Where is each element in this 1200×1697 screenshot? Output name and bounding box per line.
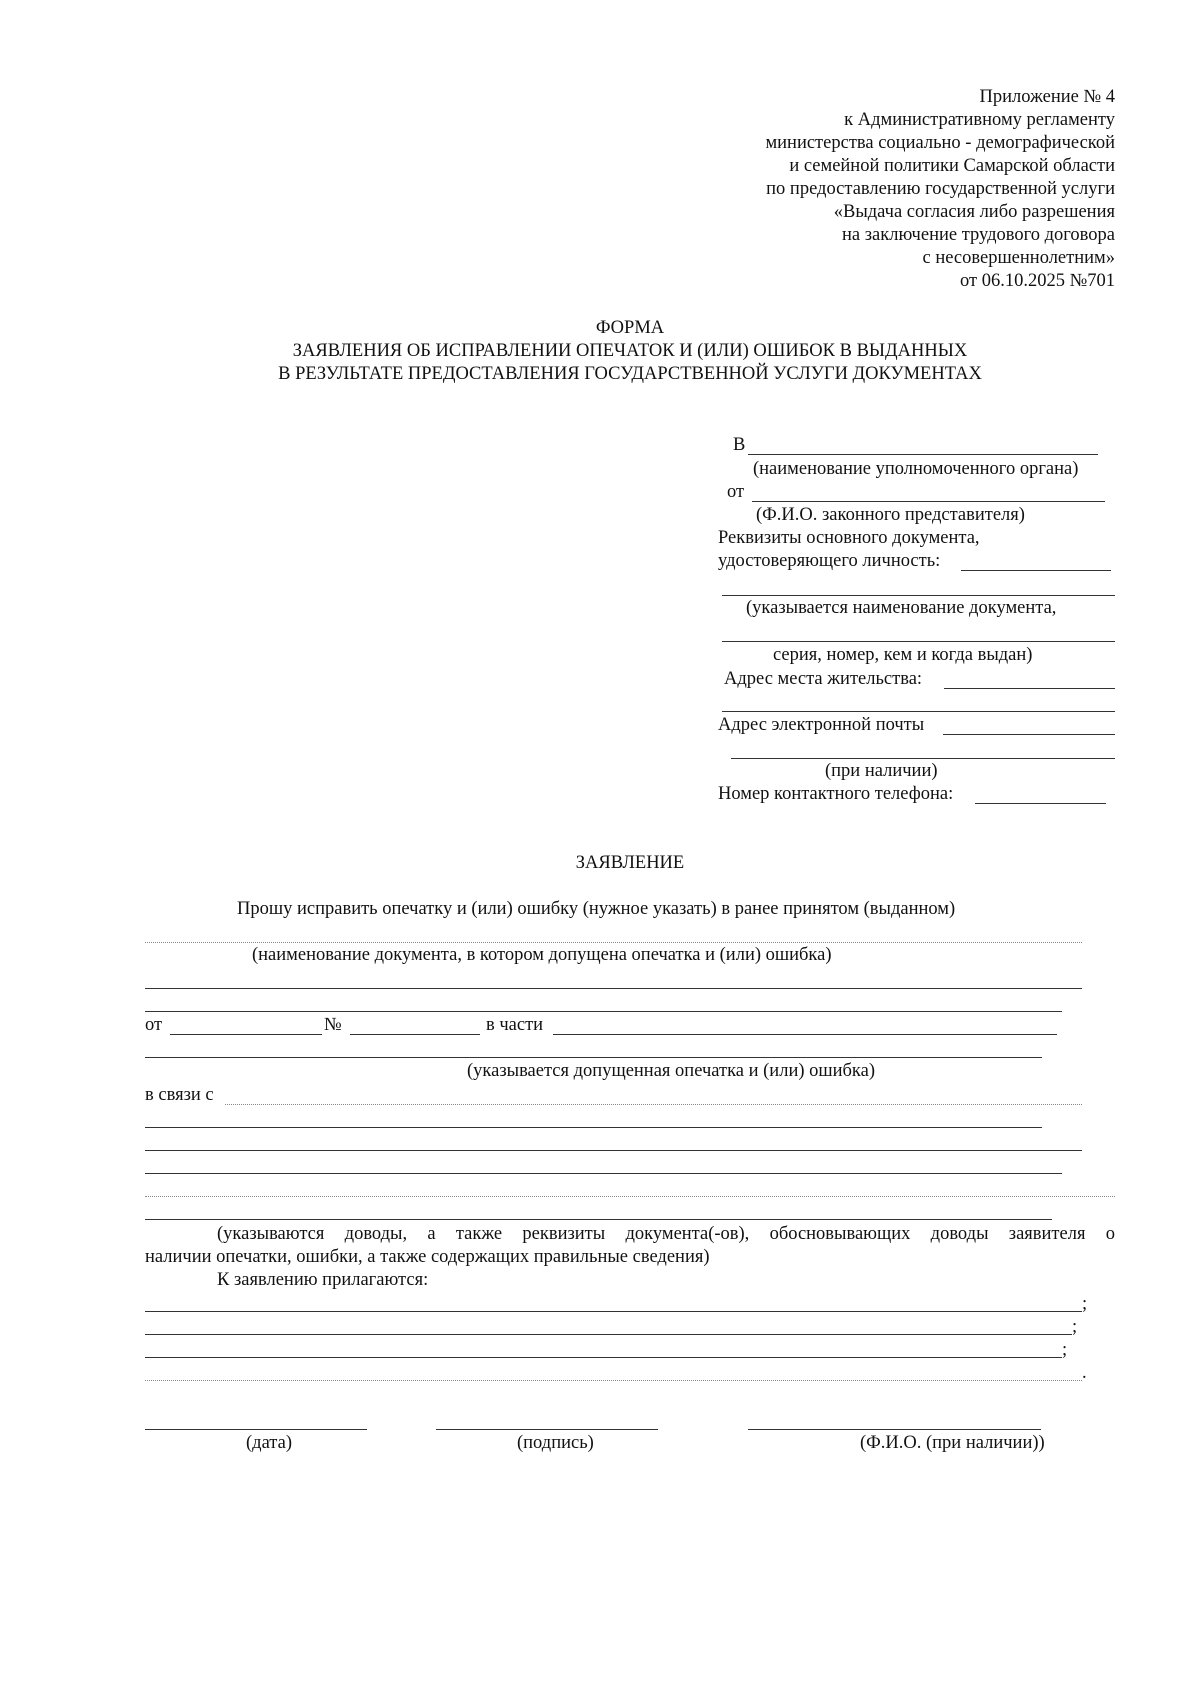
signature-field[interactable]	[436, 1429, 658, 1430]
phone-field[interactable]	[975, 803, 1106, 804]
error-part-field[interactable]	[553, 1034, 1057, 1035]
reason-field-6[interactable]	[145, 1219, 1052, 1220]
document-date-field[interactable]	[170, 1034, 322, 1035]
id-document-field-2[interactable]	[722, 595, 1115, 596]
attachment-punct-4: .	[1082, 1363, 1087, 1383]
document-name-field-3[interactable]	[145, 1011, 1062, 1012]
attachment-punct-3: ;	[1062, 1340, 1068, 1360]
id-document-field-3[interactable]	[722, 641, 1115, 642]
email-caption: (при наличии)	[825, 761, 938, 781]
date-field[interactable]	[145, 1429, 367, 1430]
email-label: Адрес электронной почты	[718, 715, 925, 735]
attachment-field-2[interactable]	[145, 1334, 1072, 1335]
date-caption: (дата)	[246, 1433, 292, 1453]
from-prefix: от	[727, 482, 745, 502]
id-document-label-2: удостоверяющего личность:	[718, 551, 941, 571]
reason-field-3[interactable]	[145, 1150, 1082, 1151]
email-field-2[interactable]	[731, 758, 1115, 759]
appendix-line-6: «Выдача согласия либо разрешения	[833, 202, 1115, 222]
attachment-field-4[interactable]	[145, 1380, 1082, 1381]
name-caption: (Ф.И.О. (при наличии))	[860, 1433, 1045, 1453]
attachment-punct-1: ;	[1082, 1294, 1088, 1314]
form-title-line-3: В РЕЗУЛЬТАТЕ ПРЕДОСТАВЛЕНИЯ ГОСУДАРСТВЕННОЙ УСЛУГИ ДОКУМЕНТАХ	[278, 364, 982, 384]
signature-caption: (подпись)	[517, 1433, 594, 1453]
reason-field-4[interactable]	[145, 1173, 1062, 1174]
statement-heading: ЗАЯВЛЕНИЕ	[575, 853, 685, 873]
reason-field-2[interactable]	[145, 1127, 1042, 1128]
to-authority-field[interactable]	[748, 454, 1098, 455]
appendix-line-4: и семейной политики Самарской области	[789, 156, 1115, 176]
document-number-field[interactable]	[350, 1034, 480, 1035]
error-caption: (указывается допущенная опечатка и (или) ошибка)	[467, 1061, 876, 1081]
from-representative-field[interactable]	[752, 501, 1105, 502]
reason-field-5[interactable]	[145, 1196, 1115, 1197]
attachment-field-1[interactable]	[145, 1311, 1082, 1312]
address-field-2[interactable]	[722, 711, 1115, 712]
request-text: Прошу исправить опечатку и (или) ошибку (нужное указать) в ранее принятом (выданном)	[237, 899, 956, 919]
number-label: №	[324, 1015, 342, 1035]
error-part-field-2[interactable]	[145, 1057, 1042, 1058]
reason-field[interactable]	[225, 1104, 1082, 1105]
appendix-line-1: Приложение № 4	[979, 87, 1115, 107]
part-label: в части	[486, 1015, 544, 1035]
appendix-line-2: к Административному регламенту	[844, 110, 1115, 130]
form-title-line-1: ФОРМА	[595, 318, 665, 338]
from-date-label: от	[145, 1015, 163, 1035]
id-document-caption-1: (указывается наименование документа,	[746, 598, 1057, 618]
name-field[interactable]	[748, 1429, 1041, 1430]
document-name-caption: (наименование документа, в котором допущена опечатка и (или) ошибка)	[252, 945, 832, 965]
appendix-line-3: министерства социально - демографической	[765, 133, 1115, 153]
document-name-field-2[interactable]	[145, 988, 1082, 989]
form-title-line-2: ЗАЯВЛЕНИЯ ОБ ИСПРАВЛЕНИИ ОПЕЧАТОК И (ИЛИ) ОШИБОК В ВЫДАННЫХ	[292, 341, 968, 361]
phone-label: Номер контактного телефона:	[718, 784, 954, 804]
id-document-field[interactable]	[961, 570, 1111, 571]
from-representative-caption: (Ф.И.О. законного представителя)	[756, 505, 1025, 525]
address-label: Адрес места жительства:	[724, 669, 923, 689]
appendix-line-8: с несовершеннолетним»	[922, 248, 1115, 268]
to-authority-caption: (наименование уполномоченного органа)	[753, 459, 1079, 479]
email-field[interactable]	[943, 734, 1115, 735]
attachment-punct-2: ;	[1072, 1317, 1078, 1337]
id-document-label-1: Реквизиты основного документа,	[718, 528, 980, 548]
appendix-line-9: от 06.10.2025 №701	[960, 271, 1115, 291]
id-document-caption-2: серия, номер, кем и когда выдан)	[773, 645, 1033, 665]
appendix-line-7: на заключение трудового договора	[841, 225, 1115, 245]
address-field[interactable]	[944, 688, 1115, 689]
arguments-caption-2: наличии опечатки, ошибки, а также содержащих правильные сведения)	[145, 1247, 710, 1267]
attachment-field-3[interactable]	[145, 1357, 1062, 1358]
reason-label: в связи с	[145, 1085, 214, 1105]
appendix-line-5: по предоставлению государственной услуги	[766, 179, 1115, 199]
document-name-field[interactable]	[145, 942, 1082, 943]
arguments-caption-1: (указываются доводы, а также реквизиты документа(-ов), обосновывающих доводы заявителя о	[217, 1224, 1115, 1244]
attachments-label: К заявлению прилагаются:	[217, 1270, 429, 1290]
to-prefix: В	[733, 435, 746, 455]
